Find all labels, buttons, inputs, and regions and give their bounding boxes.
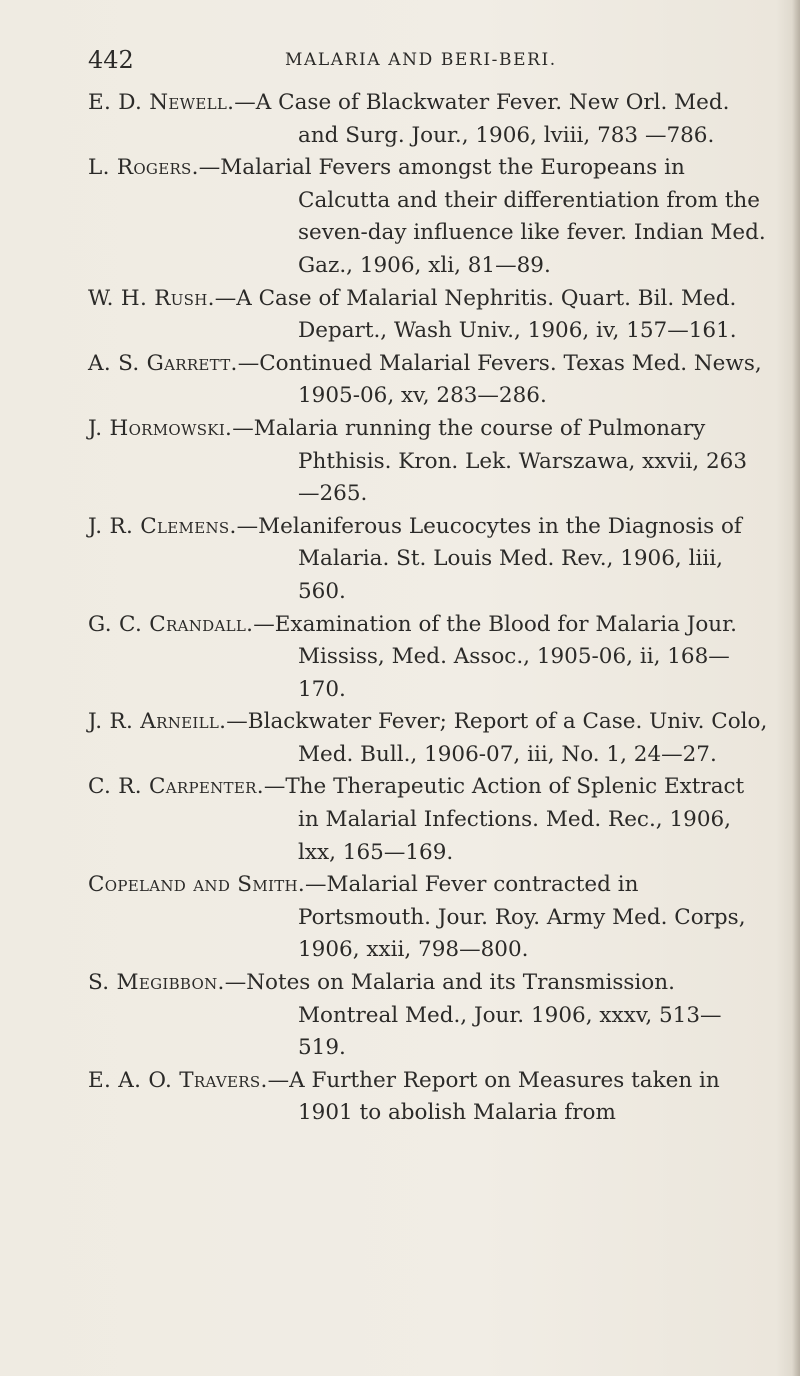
reference-author: W. H. Rush. <box>88 285 215 311</box>
reference-author: J. Hormowski. <box>88 415 233 441</box>
reference-author: J. R. Clemens. <box>88 513 237 539</box>
reference-author: C. R. Carpenter. <box>88 774 264 800</box>
reference-author: E. D. Newell. <box>88 90 235 115</box>
reference-author: L. Rogers. <box>88 155 199 181</box>
reference-text: —A Case of Blackwater Fever. New Orl. Med. and Surg. Jour., 1906, lviii, 783 —786. <box>234 90 730 148</box>
reference-entry <box>88 152 768 282</box>
reference-entry <box>88 511 768 609</box>
running-head <box>88 46 648 76</box>
reference-author: G. C. Crandall. <box>88 611 254 637</box>
running-title: MALARIA AND BERI-BERI. <box>285 50 557 70</box>
reference-entry <box>88 348 768 413</box>
reference-entry <box>88 609 768 707</box>
reference-entry <box>88 967 768 1065</box>
reference-entry <box>88 413 768 511</box>
reference-text: —Melaniferous Leucocytes in the Diagnosis of Malaria. St. Louis Med. Rev., 1906, liii, 560. <box>236 513 742 604</box>
reference-text: —Malarial Fever contracted in Portsmouth. Jour. Roy. Army Med. Corps, 1906, xxii, 798—800. <box>298 872 746 963</box>
page-number: 442 <box>88 46 134 74</box>
reference-entry <box>88 1065 768 1130</box>
reference-list <box>88 87 768 1130</box>
page-edge-shadow <box>792 0 800 1376</box>
reference-author: Copeland and Smith. <box>88 872 306 898</box>
reference-text: —Notes on Malaria and its Transmission. Montreal Med., Jour. 1906, xxxv, 513—519. <box>224 970 722 1061</box>
reference-entry <box>88 869 768 967</box>
reference-author: S. Megibbon. <box>88 970 225 996</box>
reference-text: —A Case of Malarial Nephritis. Quart. Bil. Med. Depart., Wash Univ., 1906, iv, 157—161. <box>214 285 737 344</box>
reference-text: —Malarial Fevers amongst the Europeans in Calcutta and their differentiation from the seven-day influence like fever. Indian Med. Gaz., 1906, xli, 81—89. <box>198 155 766 278</box>
reference-author: A. S. Garrett. <box>88 350 238 376</box>
reference-text: —Continued Malarial Fevers. Texas Med. News, 1905-06, xv, 283—286. <box>237 350 762 409</box>
reference-entry <box>88 283 768 348</box>
reference-text: —The Therapeutic Action of Splenic Extract in Malarial Infections. Med. Rec., 1906, lxx, 165—169. <box>263 774 745 865</box>
reference-text: —Blackwater Fever; Report of a Case. Univ. Colo, Med. Bull., 1906-07, iii, No. 1, 24—27. <box>226 709 768 767</box>
reference-text: —Malaria running the course of Pulmonary Phthisis. Kron. Lek. Warszawa, xxvii, 263—265. <box>232 415 748 507</box>
reference-entry <box>88 706 768 771</box>
reference-entry <box>88 771 768 869</box>
reference-text: —Examination of the Blood for Malaria Jour. Mississ, Med. Assoc., 1905-06, ii, 168—170. <box>253 611 737 702</box>
reference-text: —A Further Report on Measures taken in 1901 to abolish Malaria from <box>267 1067 720 1126</box>
reference-author: J. R. Arneill. <box>88 709 227 735</box>
reference-entry <box>88 87 768 152</box>
reference-author: E. A. O. Travers. <box>88 1067 268 1093</box>
